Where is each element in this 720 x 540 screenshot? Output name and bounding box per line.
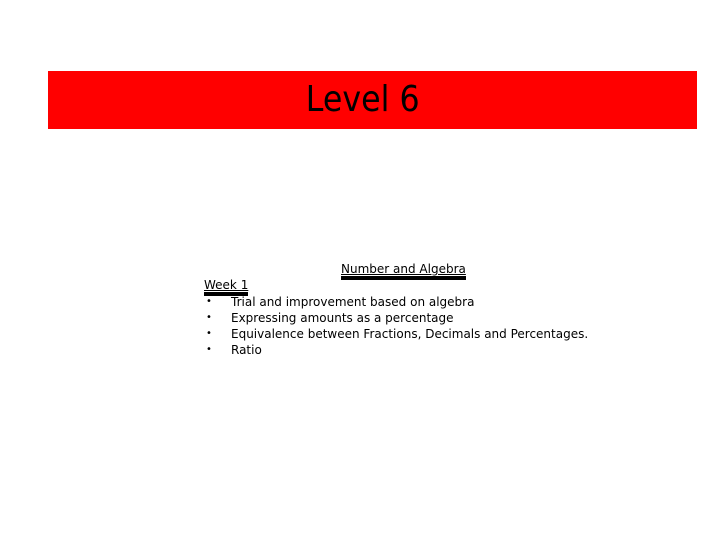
week-label: Week 1 xyxy=(204,278,248,296)
list-item-text: Trial and improvement based on algebra xyxy=(231,295,475,309)
bullet-icon: • xyxy=(206,312,212,323)
bullet-icon: • xyxy=(206,296,212,307)
list-item-text: Equivalence between Fractions, Decimals and Percentages. xyxy=(231,327,589,341)
bullet-icon: • xyxy=(206,344,212,355)
slide-title: Level 6 xyxy=(305,79,420,120)
section-heading: Number and Algebra xyxy=(341,262,466,280)
list-item-text: Expressing amounts as a percentage xyxy=(231,311,454,325)
list-item-text: Ratio xyxy=(231,343,262,357)
title-bar xyxy=(48,71,697,129)
bullet-icon: • xyxy=(206,328,212,339)
